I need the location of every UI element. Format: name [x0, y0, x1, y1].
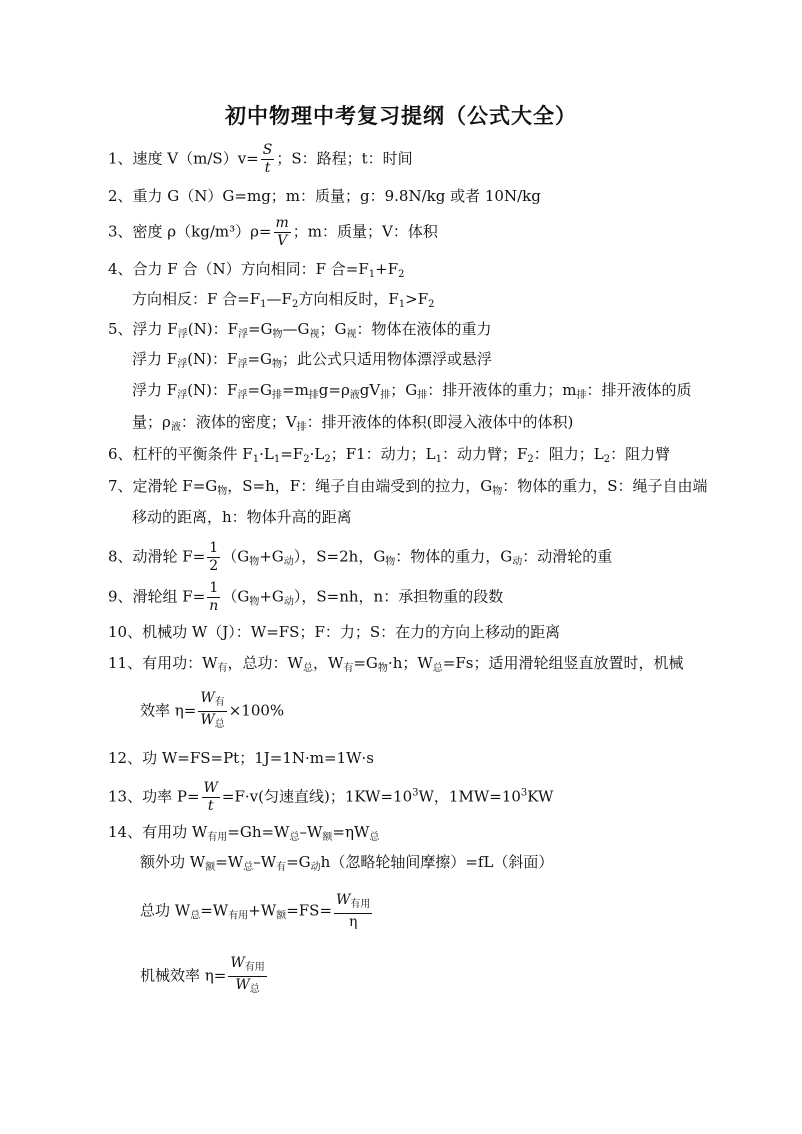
- formula-fixed-pulley: 7、定滑轮 $F=G_物$，S=h，F：绳子自由端受到的拉力，$G_物$：物体的重力，S：绳子自由端: [108, 477, 708, 497]
- formula-movable-pulley: 8、动滑轮 F= $\frac{1}{2}$ $(G_物+G_动)$，S=2h，$G_物$：物体的重力，$G_动$：动滑轮的重: [108, 540, 613, 574]
- fraction-w-over-t: $\frac{W}{t}$: [203, 780, 218, 814]
- formula-lever: 6、杠杆的平衡条件 $F_1\cdot L_1=F_2\cdot L_2$；F1：动力；$L_1$：动力臂；$F_2$：阻力；$L_2$：阻力臂: [108, 445, 671, 465]
- fraction-w-useful-over-w-total: $\frac{W_有}{W_总}$: [200, 690, 225, 730]
- formula-extra-work: 额外功 $W_额=W_总-W_有=G_动h$（忽略轮轴间摩擦）=fL（斜面）: [140, 853, 554, 873]
- fraction-s-over-t: $\frac{S}{t}$: [262, 142, 273, 176]
- fraction-w-useful-over-eta: $\frac{W_{有用}}{\eta}$: [336, 892, 371, 930]
- formula-efficiency-2: 机械效率 η= $\frac{W_{有用}}{W_总}$: [140, 955, 269, 998]
- formula-work-power: 12、功 W=FS=Pt；1J=1N·m=1W·s: [108, 749, 374, 767]
- page-title: 初中物理中考复习提纲（公式大全）: [225, 103, 577, 128]
- formula-pulley-block: 9、滑轮组 F= $\frac{1}{n}$ $(G_物+G_动)$，S=nh，n：承担物重的段数: [108, 580, 504, 614]
- formula-resultant-opposite: 方向相反：F 合$=F_1—F_2$方向相反时，$F_1>F_2$: [132, 290, 435, 310]
- formula-total-work: 总功 $W_总=W_{有用}+W_额=FS=$ $\frac{W_{有用}}{\eta}$: [140, 892, 371, 930]
- formula-speed: 1、速度 V（m/S）v= $\frac{S}{t}$ ；S：路程；t：时间: [108, 142, 413, 176]
- formula-resultant-same: 4、合力 F 合（N）方向相同：F 合$=F_1+F_2$: [108, 260, 405, 280]
- formula-efficiency-1: 效率 η= $\frac{W_有}{W_总}$ ×100%: [140, 690, 284, 733]
- fraction-one-over-n: $\frac{1}{n}$: [209, 580, 219, 614]
- fraction-m-over-v: $\frac{m}{V}$: [275, 215, 289, 249]
- formula-density: 3、密度 ρ（kg/m³）ρ= $\frac{m}{V}$ ；m：质量；V：体积: [108, 215, 438, 249]
- fraction-w-useful-over-w-total-2: $\frac{W_{有用}}{W_总}$: [230, 955, 265, 995]
- formula-buoyancy-3: 浮力 $F_浮(N)$：$F_浮=G_排=m_排g=\rho_液gV_排$；$G_排$：排开液体的重力；$m_排$：排开液体的质: [132, 381, 692, 401]
- formula-useful-work: 11、有用功：$W_有$，总功：$W_总$，$W_有=G_物\cdot h$；$W_总=Fs$；适用滑轮组竖直放置时，机械: [108, 654, 684, 674]
- formula-buoyancy-1: 5、浮力 $F_浮(N)$：$F_浮=G_物—G_视$；$G_视$：物体在液体的重力: [108, 320, 492, 340]
- formula-buoyancy-3-cont: 量；$\rho_液$：液体的密度；$V_排$：排开液体的体积(即浸入液体中的体积): [132, 413, 574, 433]
- formula-gravity: 2、重力 G（N）G=mg；m：质量；g：9.8N/kg 或者 10N/kg: [108, 187, 541, 205]
- formula-buoyancy-2: 浮力 $F_浮(N)$：$F_浮=G_物$；此公式只适用物体漂浮或悬浮: [132, 350, 493, 370]
- fraction-one-half: $\frac{1}{2}$: [209, 540, 219, 574]
- formula-power: 13、功率 P= $\frac{W}{t}$ =F·v(匀速直线)；$1KW=10^3W$，$1MW=10^3KW$: [108, 780, 554, 814]
- formula-mechanical-work: 10、机械功 W（J）：W=FS；F：力；S：在力的方向上移动的距离: [108, 623, 561, 641]
- formula-useful-work-2: 14、有用功 $W_{有用}=Gh=W_总-W_额=\eta W_总$: [108, 823, 380, 843]
- formula-fixed-pulley-cont: 移动的距离，h：物体升高的距离: [132, 508, 352, 526]
